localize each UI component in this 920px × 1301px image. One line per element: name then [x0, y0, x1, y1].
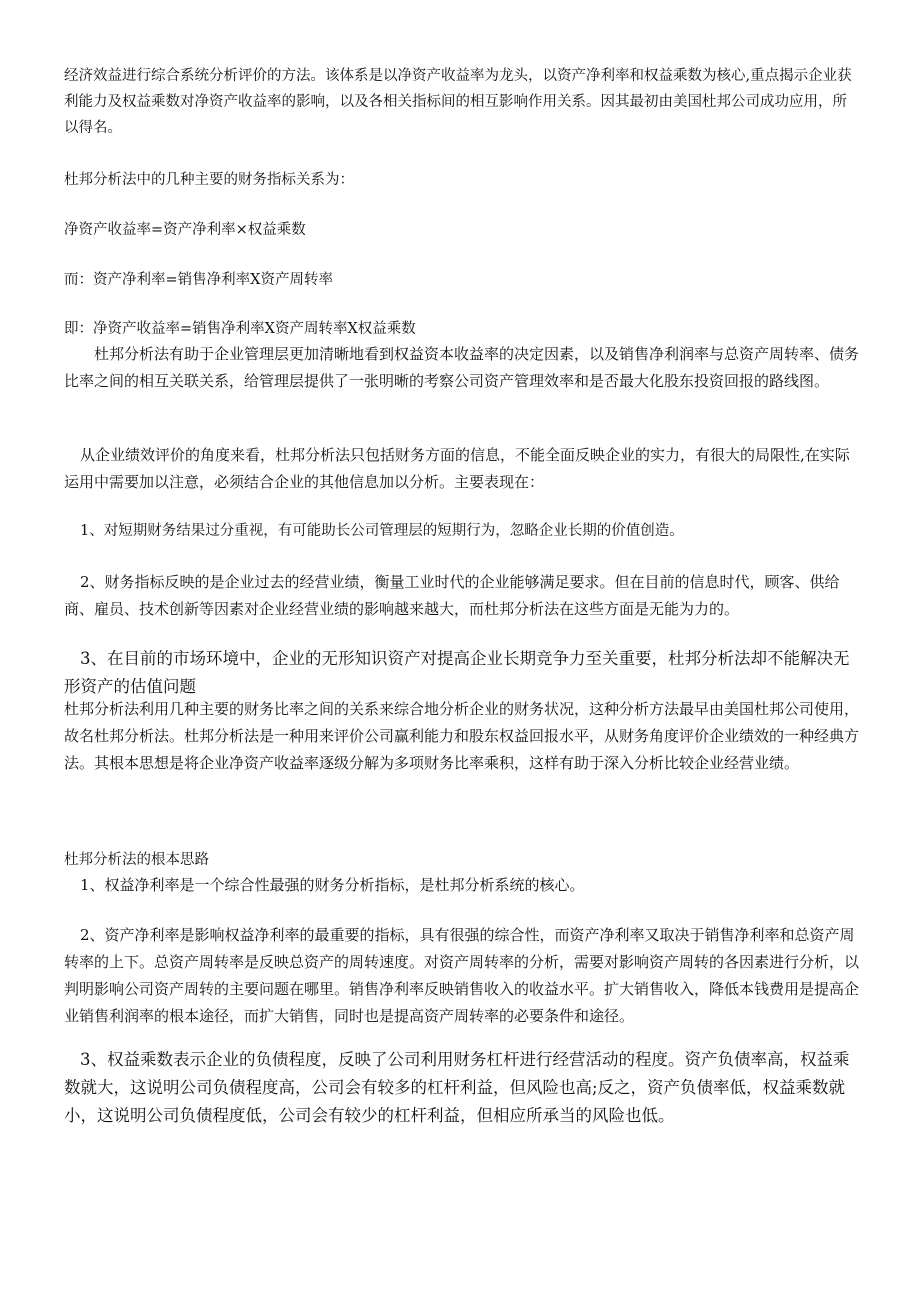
basic-idea-item-2: 2、资产净利率是影响权益净利率的最重要的指标，具有很强的综合性，而资产净利率又取决于销售净利率和总资产周转率的上下。总资产周转率是反映总资产的周转速度。对资产周转率的分析，需要对影响资产周转的各因素进行分析，以判明影响公司资产周转的主要问题在哪里。销售净利率反映销售收入的收益水平。扩大销售收入，降低本钱费用是提高企业销售利润率的根本途径，而扩大销售，同时也是提高资产周转率的必要条件和途径。: [64, 926, 860, 1025]
basic-idea-item-1: 1、权益净利率是一个综合性最强的财务分析指标，是杜邦分析系统的核心。: [80, 876, 585, 894]
limitation-item-2: 2、财务指标反映的是企业过去的经营业绩，衡量工业时代的企业能够满足要求。但在目前的信息时代，顾客、供给商、雇员、技术创新等因素对企业经营业绩的影响越来越大，而杜邦分析法在这些方面是无能为力的。: [64, 573, 840, 618]
dupont-benefit-paragraph: 杜邦分析法有助于企业管理层更加清晰地看到权益资本收益率的决定因素，以及销售净利润率与总资产周转率、债务比率之间的相互关联关系，给管理层提供了一张明晰的考察公司资产管理效率和是否最大化股东投资回报的路线图。: [64, 345, 860, 390]
basic-idea-heading: 杜邦分析法的根本思路: [64, 852, 209, 868]
limitation-item-1: 1、对短期财务结果过分重视，有可能助长公司管理层的短期行为，忽略企业长期的价值创造。: [80, 523, 684, 539]
formula-roe-expanded: 即：净资产收益率=销售净利率X资产周转率X权益乘数: [64, 321, 416, 337]
formula-roe: 净资产收益率=资产净利率×权益乘数: [64, 222, 306, 238]
formula-roa: 而：资产净利率=销售净利率X资产周转率: [64, 272, 333, 288]
intro-paragraph: 经济效益进行综合系统分析评价的方法。该体系是以净资产收益率为龙头，以资产净利率和权益乘数为核心,重点揭示企业获利能力及权益乘数对净资产收益率的影响，以及各相关指标间的相互影响作用关系。因其最初由美国杜邦公司成功应用，所以得名。: [64, 68, 852, 136]
limitations-paragraph: 从企业绩效评价的角度来看，杜邦分析法只包括财务方面的信息，不能全面反映企业的实力，有很大的局限性,在实际运用中需要加以注意，必须结合企业的其他信息加以分析。主要表现在：: [64, 446, 850, 491]
basic-idea-item-3: 3、权益乘数表示企业的负债程度，反映了公司利用财务杠杆进行经营活动的程度。资产负债率高，权益乘数就大，这说明公司负债程度高，公司会有较多的杠杆利益，但风险也高;反之，资产负债率低，权益乘数就小，这说明公司负债程度低，公司会有较少的杠杆利益，但相应所承当的风险也低。: [64, 1050, 850, 1125]
indicator-relations-heading: 杜邦分析法中的几种主要的财务指标关系为：: [64, 172, 354, 188]
dupont-definition-paragraph: 杜邦分析法利用几种主要的财务比率之间的关系来综合地分析企业的财务状况，这种分析方法最早由美国杜邦公司使用，故名杜邦分析法。杜邦分析法是一种用来评价公司赢利能力和股东权益回报水平，从财务角度评价企业绩效的一种经典方法。其根本思想是将企业净资产收益率逐级分解为多项财务比率乘积，这样有助于深入分析比较企业经营业绩。: [64, 700, 860, 772]
limitation-item-3: 3、在目前的市场环境中，企业的无形知识资产对提高企业长期竞争力至关重要，杜邦分析法却不能解决无形资产的估值问题: [64, 649, 850, 696]
